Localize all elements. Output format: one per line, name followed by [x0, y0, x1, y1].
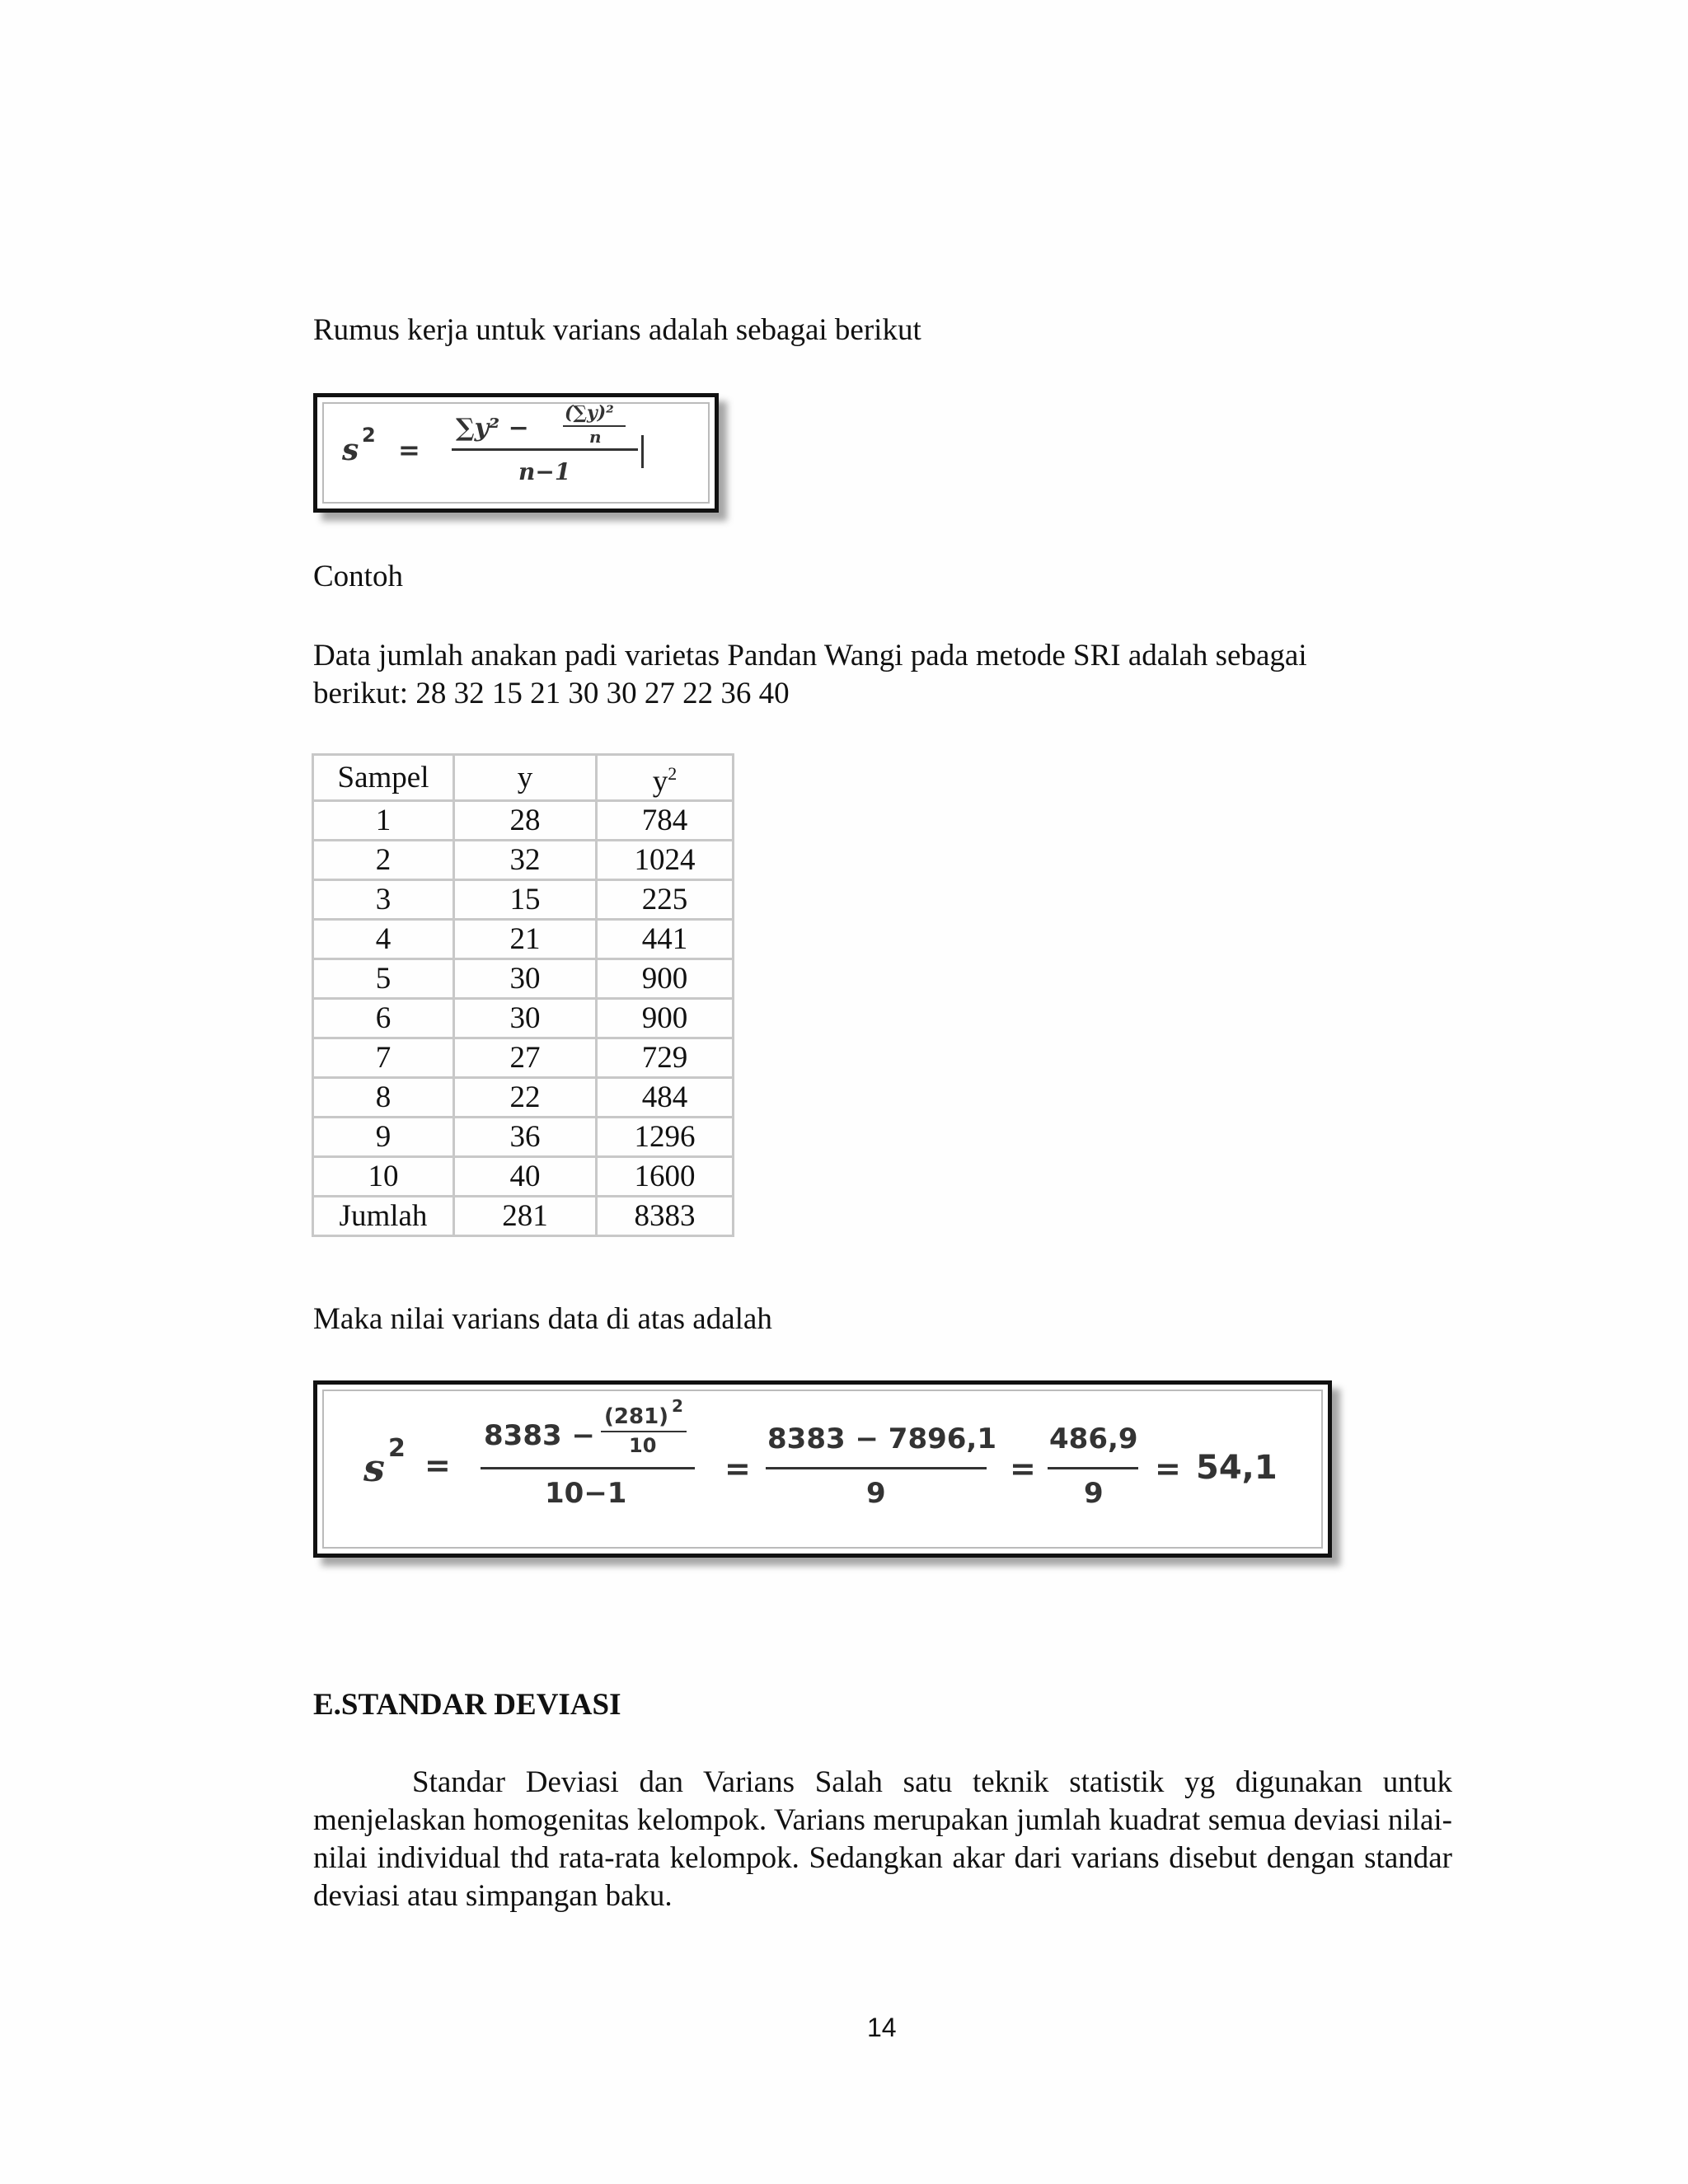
- table-total-row: [313, 1197, 734, 1236]
- data-text-line1: Data jumlah anakan padi varietas Pandan Wangi pada metode SRI adalah sebagai: [313, 639, 1307, 673]
- formula2-den1: 10−1: [545, 1477, 627, 1510]
- table-cell: 30: [454, 959, 597, 999]
- formula1-lhs: s: [342, 433, 359, 467]
- formula2-num2: 8383 − 7896,1: [767, 1422, 996, 1455]
- formula1-num-b-bottom: n: [589, 427, 602, 447]
- table-cell: 1600: [597, 1157, 734, 1197]
- table-row: [313, 1038, 734, 1078]
- table-cell: 784: [597, 801, 734, 841]
- formula2-result: 54,1: [1196, 1449, 1278, 1487]
- formula2-den2: 9: [866, 1477, 886, 1510]
- table-row: [313, 1157, 734, 1197]
- table-cell: 2: [313, 841, 454, 880]
- table-row: [313, 999, 734, 1038]
- header-y-exp: 2: [668, 763, 678, 784]
- page-number: 14: [867, 2013, 897, 2042]
- table-cell: 3: [313, 880, 454, 920]
- formula1-num-b-top: (∑y)²: [565, 402, 614, 424]
- table-cell: 15: [454, 880, 597, 920]
- formula2-eq3: =: [1010, 1451, 1036, 1487]
- table-row: [313, 1118, 734, 1157]
- section-heading: E.STANDAR DEVIASI: [313, 1688, 621, 1722]
- formula2-eq4: =: [1155, 1451, 1181, 1487]
- table-cell: 8: [313, 1078, 454, 1118]
- variance-formula-box: [313, 393, 719, 513]
- table-cell: 9: [313, 1118, 454, 1157]
- table-cell: 27: [454, 1038, 597, 1078]
- formula1-fracline: [452, 448, 638, 451]
- header-sampel: Sampel: [313, 755, 454, 801]
- table-cell: 32: [454, 841, 597, 880]
- table-row: [313, 880, 734, 920]
- result-text: Maka nilai varians data di atas adalah: [313, 1302, 772, 1336]
- formula2-num-a: 8383 −: [484, 1419, 595, 1452]
- table-cell: 8383: [597, 1197, 734, 1236]
- variance-calculation-box: [313, 1380, 1332, 1558]
- formula2-inner-bottom: 10: [629, 1434, 657, 1457]
- formula2-fracline1: [481, 1467, 695, 1469]
- table-cell: 281: [454, 1197, 597, 1236]
- table-cell: 7: [313, 1038, 454, 1078]
- table-cell: 484: [597, 1078, 734, 1118]
- example-label: Contoh: [313, 560, 403, 593]
- body-paragraph: [313, 1764, 1452, 1915]
- header-y-base: y: [652, 764, 668, 799]
- table-row: [313, 1078, 734, 1118]
- table-cell: 36: [454, 1118, 597, 1157]
- table-cell: 21: [454, 920, 597, 959]
- table-cell: 441: [597, 920, 734, 959]
- table-header-row: [313, 755, 734, 801]
- data-table: [312, 753, 734, 1237]
- formula2-eq1: =: [424, 1447, 451, 1483]
- table-cell: 4: [313, 920, 454, 959]
- table-cell: 28: [454, 801, 597, 841]
- table-row: [313, 959, 734, 999]
- table-cell: 900: [597, 999, 734, 1038]
- table-cell: 40: [454, 1157, 597, 1197]
- formula1-lhs-exp: 2: [362, 424, 376, 447]
- table-cell: 5: [313, 959, 454, 999]
- table-cell: Jumlah: [313, 1197, 454, 1236]
- formula2-eq2: =: [724, 1451, 751, 1487]
- table-row: [313, 920, 734, 959]
- formula1-eq: =: [398, 434, 420, 466]
- formula2-den3: 9: [1084, 1477, 1104, 1510]
- formula2-inner-fracline: [601, 1431, 687, 1432]
- table-cell: 225: [597, 880, 734, 920]
- paragraph-text: Standar Deviasi dan Varians Salah satu teknik statistik yg digunakan untuk menjelaskan homogenitas kelompok. Varians merupakan jumlah kuadrat semua deviasi nilai-nilai individual thd rata-rata kelompok. Sedangkan akar dari varians disebut dengan standar deviasi atau simpangan baku.: [313, 1765, 1452, 1913]
- table-cell: 1296: [597, 1118, 734, 1157]
- header-y-squared: [597, 755, 734, 801]
- formula2-fracline3: [1048, 1467, 1138, 1469]
- formula1-den: n−1: [518, 458, 571, 485]
- intro-text: Rumus kerja untuk varians adalah sebagai berikut: [313, 313, 921, 347]
- formula2-inner-top: (281): [604, 1404, 669, 1429]
- table-cell: 1024: [597, 841, 734, 880]
- table-cell: 10: [313, 1157, 454, 1197]
- table-cell: 6: [313, 999, 454, 1038]
- table-cell: 1: [313, 801, 454, 841]
- formula2-lhs: s: [363, 1446, 385, 1490]
- formula1-bar: [641, 435, 644, 468]
- data-text-line2: berikut: 28 32 15 21 30 30 27 22 36 40: [313, 677, 790, 710]
- formula2-num3: 486,9: [1049, 1422, 1138, 1455]
- formula2-inner-top-exp: 2: [672, 1396, 683, 1416]
- formula1-num-a: ∑y² −: [456, 414, 529, 443]
- table-row: [313, 841, 734, 880]
- table-cell: 30: [454, 999, 597, 1038]
- formula2-fracline2: [766, 1467, 987, 1469]
- table-cell: 729: [597, 1038, 734, 1078]
- table-cell: 22: [454, 1078, 597, 1118]
- table-cell: 900: [597, 959, 734, 999]
- table-row: [313, 801, 734, 841]
- header-y: y: [454, 755, 597, 801]
- formula2-lhs-exp: 2: [388, 1434, 406, 1463]
